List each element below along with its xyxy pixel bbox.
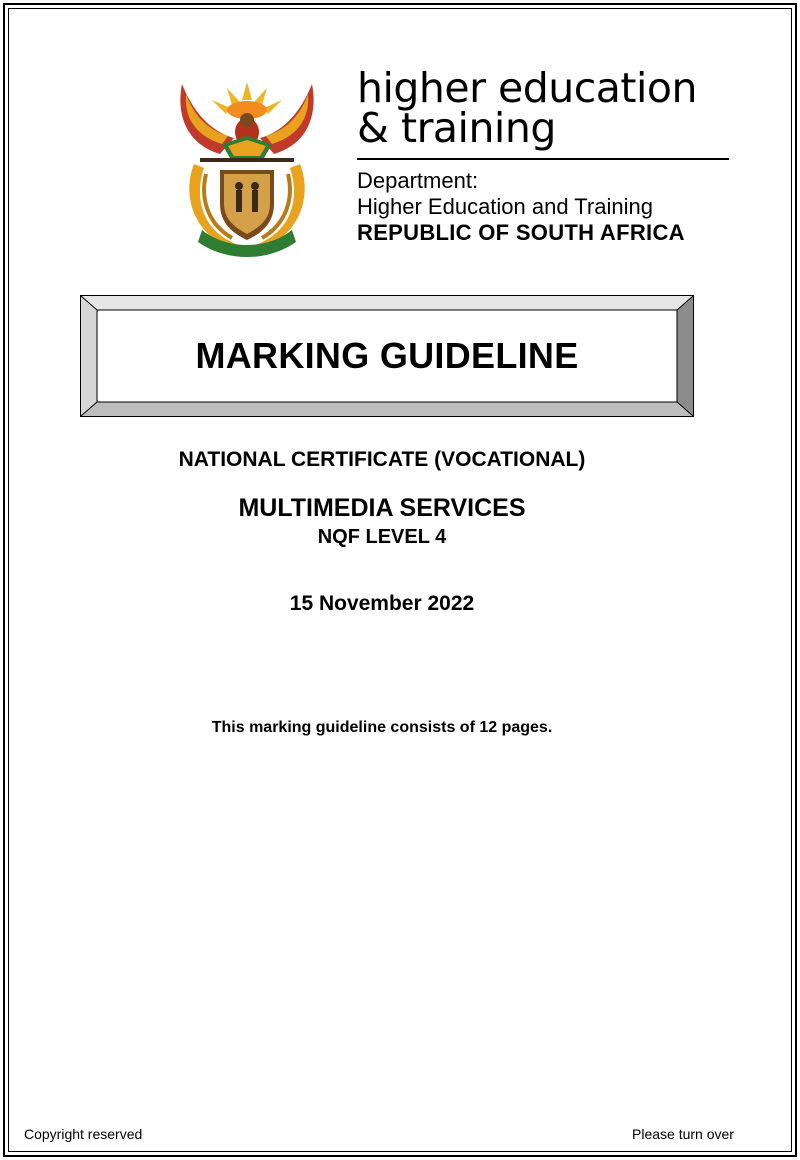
- dept-title-line2: & training: [357, 104, 556, 152]
- page-count-note: This marking guideline consists of 12 pages.: [211, 719, 553, 736]
- copyright-note: Copyright reserved: [24, 1126, 143, 1142]
- coat-of-arms-icon: [172, 74, 322, 260]
- dept-label: Department:: [357, 168, 479, 193]
- turn-over-note: Please turn over: [632, 1126, 734, 1142]
- dept-divider: [357, 158, 729, 160]
- title-frame: [80, 295, 694, 417]
- nqf-level: NQF LEVEL 4: [317, 526, 447, 548]
- department-block: [357, 64, 737, 245]
- subject-title: MULTIMEDIA SERVICES: [238, 494, 526, 522]
- dept-name: Higher Education and Training: [357, 194, 653, 219]
- document-title: MARKING GUIDELINE: [195, 335, 579, 376]
- exam-date: 15 November 2022: [289, 592, 475, 615]
- dept-title-line1: higher education: [357, 64, 697, 112]
- dept-country: REPUBLIC OF SOUTH AFRICA: [357, 220, 685, 245]
- certificate-title: NATIONAL CERTIFICATE (VOCATIONAL): [178, 448, 586, 471]
